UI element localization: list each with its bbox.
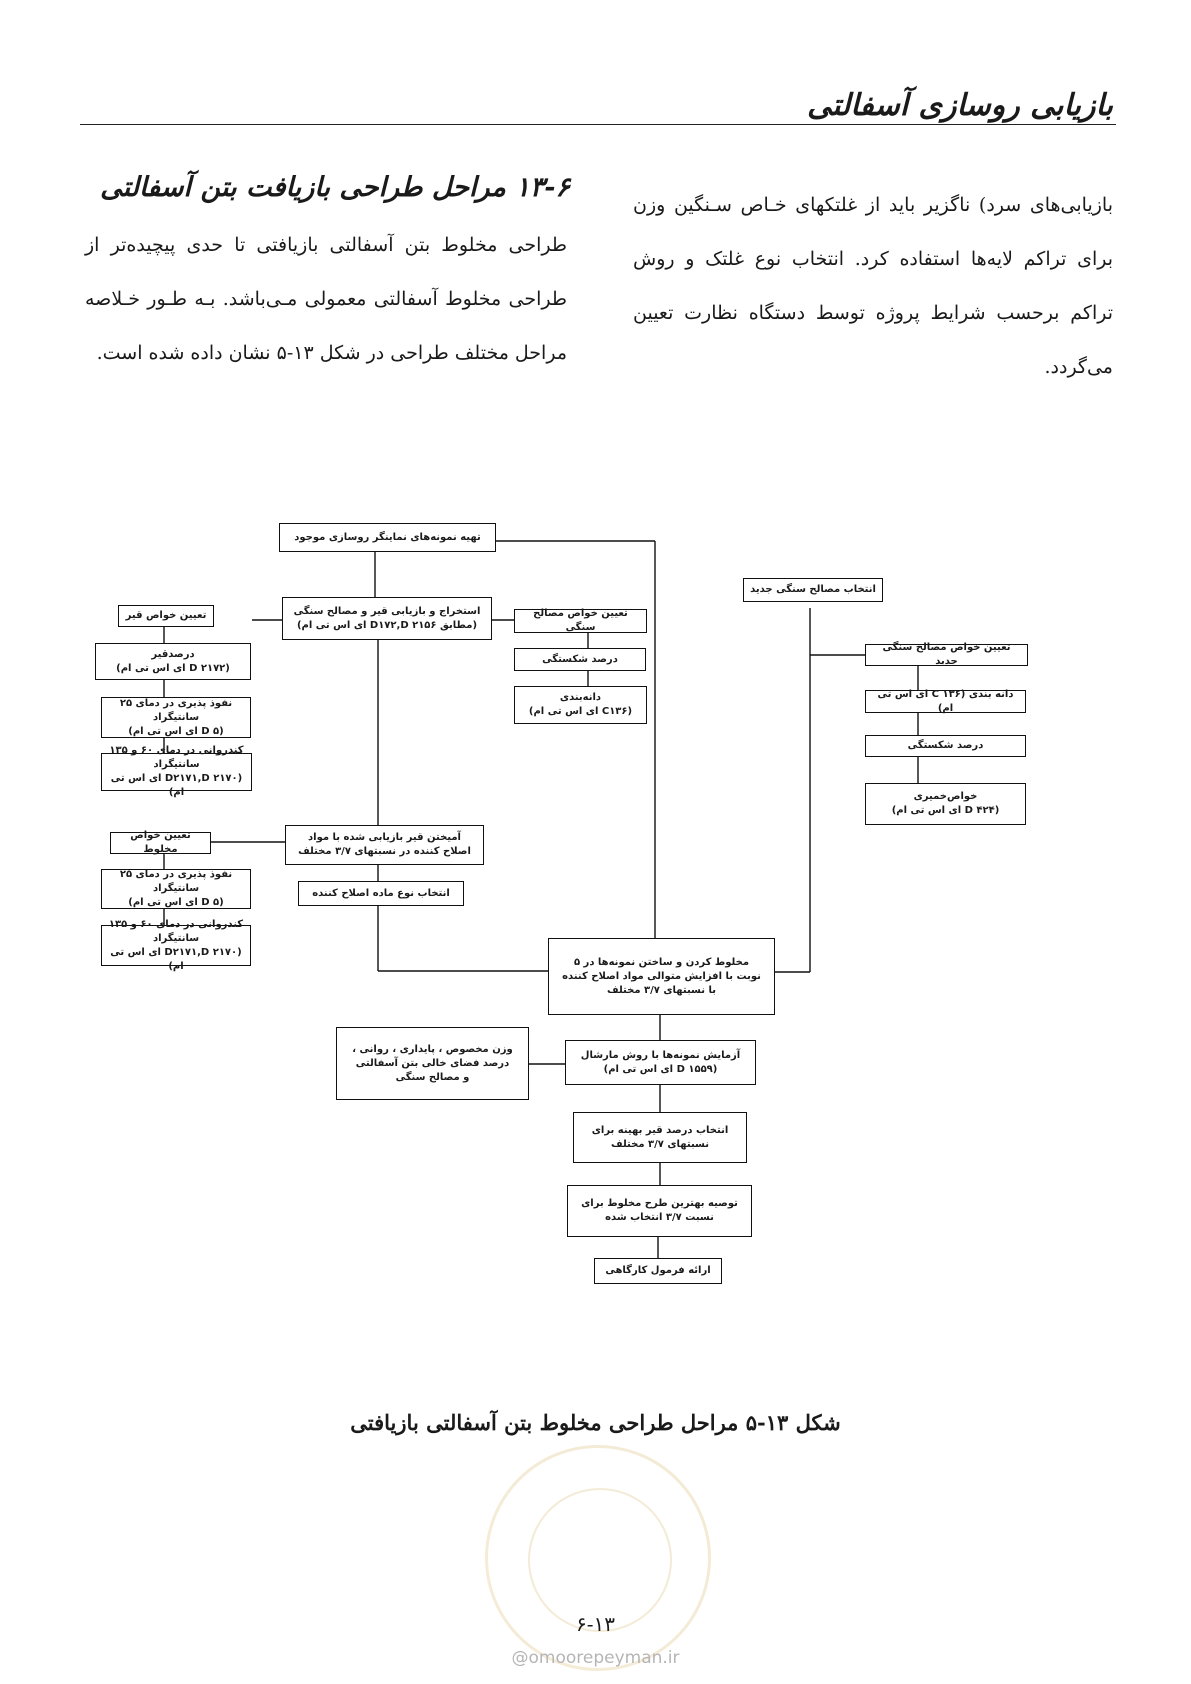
box-crushed-percent-2: درصد شکستگی [865,735,1026,757]
box-new-aggregate-selection: انتخاب مصالح سنگی جدید [743,578,883,602]
box-mix-samples: مخلوط کردن و ساختن نمونه‌ها در ۵ نوبت با افزایش متوالی مواد اصلاح کننده با نسبتهای ۳/۷ مختلف [548,938,775,1015]
figure-caption: شکل ۱۳-۵ مراحل طراحی مخلوط بتن آسفالتی بازیافتی [350,1410,841,1435]
box-job-mix-formula: ارائه فرمول کارگاهی [594,1258,722,1284]
box-blend-recovered-binder: آمیختن قیر بازیابی شده با مواد اصلاح کننده در نسبتهای ۳/۷ مختلف [285,825,484,865]
box-marshall-properties: وزن مخصوص ، پایداری ، روانی ، درصد فضای خالی بتن آسفالتی و مصالح سنگی [336,1027,529,1100]
running-header-title: بازیابی روسازی آسفالتی [807,88,1113,123]
page-number: ۶-۱۳ [576,1612,615,1636]
box-gradation-2: دانه بندی (C ۱۳۶ ای اس تی ام) [865,690,1026,713]
box-optimum-binder: انتخاب درصد قیر بهینه برای نسبتهای ۳/۷ مختلف [573,1112,747,1163]
box-marshall-test: آزمایش نمونه‌ها با روش مارشال (D ۱۵۵۹ ای اس تی ام) [565,1040,756,1085]
section-title: ۱۳-۶ مراحل طراحی بازیافت بتن آسفالتی [100,172,570,203]
box-plasticity: خواص‌خمیری (D ۴۲۴ ای اس تی ام) [865,783,1026,825]
circular-seal-watermark-icon [485,1445,711,1671]
box-select-modifier: انتخاب نوع ماده اصلاح کننده [298,881,464,906]
box-viscosity-test-2: کندروانی در دمای ۶۰ و ۱۳۵ سانتیگراد (D۲۱۷۱,D ۲۱۷۰ ای اس تی ام) [101,925,251,966]
box-gradation-1: دانه‌بندی (C۱۳۶ ای اس تی ام) [514,686,647,724]
box-penetration-test-2: نفوذ پذیری در دمای ۲۵ سانتیگراد (D ۵ ای اس تی ام) [101,869,251,909]
left-column-paragraph: طراحی مخلوط بتن آسفالتی بازیافتی تا حدی پیچیده‌تر از طراحی مخلوط آسفالتی معمولی مـی‌باشد. بـه طـور خـلاصه مراحل مختلف طراحی در شکل ۱۳-۵ نشان داده شده است. [85,234,567,364]
box-aggregate-properties: تعیین خواص مصالح سنگی [514,609,647,633]
website-watermark: @omoorepeyman.ir [511,1648,680,1668]
box-new-aggregate-properties: تعیین خواص مصالح سنگی جدید [865,644,1028,666]
box-extraction-recovery: استخراج و بازیابی قیر و مصالح سنگی (مطابق D۱۷۲,D ۲۱۵۶ ای اس تی ام) [282,597,492,640]
box-binder-content: درصدقیر (D ۲۱۷۲ ای اس تی ام) [95,643,251,680]
box-penetration-test-1: نفوذ پذیری در دمای ۲۵ سانتیگراد (D ۵ ای اس تی ام) [101,697,251,738]
right-column-paragraph: بازیابی‌های سرد) ناگزیر باید از غلتکهای خـاص سـنگین وزن برای تراکم لایه‌ها استفاده کرد. انتخاب نوع غلتک و روش تراکم برحسب شرایط پروژه توسط دستگاه نظارت تعیین می‌گردد. [633,194,1113,378]
box-binder-properties: تعیین خواص قیر [118,605,214,627]
box-best-mix-design: توصیه بهترین طرح مخلوط برای نسبت ۳/۷ انتخاب شده [567,1185,752,1237]
box-sample-preparation: تهیه نمونه‌های نماینگر روسازی موجود [279,523,496,552]
box-mix-properties: تعیین خواص مخلوط [110,832,211,854]
box-viscosity-test-1: کندروانی در دمای ۶۰ و ۱۳۵ سانتیگراد (D۲۱۷۱,D ۲۱۷۰ ای اس تی ام) [101,753,252,791]
box-crushed-percent-1: درصد شکستگی [514,648,646,671]
